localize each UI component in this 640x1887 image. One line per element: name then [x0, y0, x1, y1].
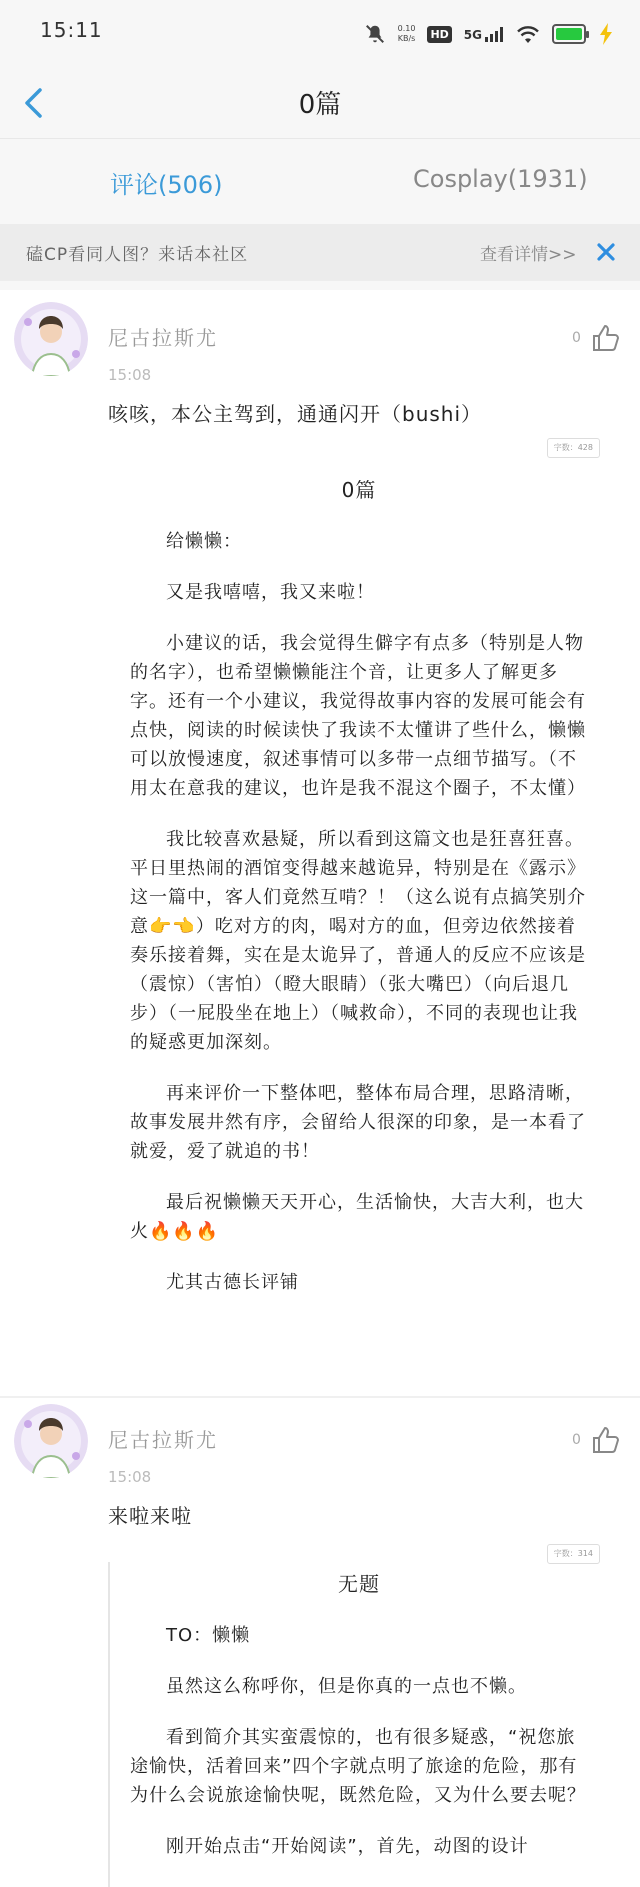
- comment-author[interactable]: 尼古拉斯尤: [108, 1428, 218, 1452]
- essay-paragraph: 虽然这么称呼你，但是你真的一点也不懒。: [166, 1676, 527, 1697]
- status-icons: [364, 20, 614, 48]
- essay-paragraph: TO：懒懒: [166, 1625, 251, 1646]
- signal-group: [464, 26, 504, 42]
- page-title: 0篇: [298, 90, 342, 120]
- comment-text: 来啦来啦: [108, 1504, 192, 1528]
- tab-cosplay[interactable]: Cosplay(1931): [413, 165, 588, 193]
- thumbs-up-icon[interactable]: [590, 322, 622, 354]
- notice-detail-link[interactable]: 查看详情>>: [480, 245, 577, 265]
- tab-bar: [0, 138, 640, 224]
- hd-badge: HD: [427, 26, 451, 43]
- essay-body: [130, 1570, 588, 1883]
- word-count-badge: 字数：428: [547, 438, 600, 458]
- essay-body: [130, 476, 588, 1319]
- section-divider: [0, 1396, 640, 1398]
- avatar-image: [14, 302, 88, 376]
- quote-bar: [108, 1562, 110, 1887]
- essay-title: 0篇: [341, 478, 377, 502]
- notice-text: 磕CP看同人图？来话本社区: [26, 245, 249, 265]
- essay-paragraph: 刚开始点击“开始阅读”，首先，动图的设计: [166, 1836, 529, 1857]
- status-time: 15:11: [40, 18, 103, 42]
- battery-fill: [556, 28, 582, 40]
- comment-time: 15:08: [108, 366, 152, 384]
- avatar[interactable]: [14, 1404, 88, 1478]
- word-count-badge: 字数：314: [547, 1544, 600, 1564]
- comment-item: [0, 300, 640, 1380]
- mute-icon: [364, 23, 386, 45]
- signal-icon: [484, 26, 504, 42]
- essay-paragraph: 给懒懒：: [166, 531, 242, 552]
- notice-banner: [0, 224, 640, 280]
- essay-paragraph: 最后祝懒懒天天开心，生活愉快，大吉大利，也大火🔥🔥🔥: [130, 1192, 584, 1242]
- essay-paragraph: 我比较喜欢悬疑，所以看到这篇文也是狂喜狂喜。平日里热闹的酒馆变得越来越诡异，特别是在《露示》这一篇中，客人们竟然互啃？！（这么说有点搞笑别介意👉👈）吃对方的肉，喝对方的血，但旁边依然接着奏乐接着舞，实在是太诡异了，普通人的反应不应该是（震惊）（害怕）（瞪大眼睛）（张大嘴巴）（向后退几步）（一屁股坐在地上）（喊救命），不同的表现也让我的疑惑更加深刻。: [130, 829, 586, 1053]
- wifi-icon: [516, 24, 540, 44]
- like-count: 0: [572, 330, 581, 346]
- net-speed-unit: KB/s: [397, 34, 416, 43]
- essay-paragraph: 再来评价一下整体吧，整体布局合理，思路清晰，故事发展井然有序，会留给人很深的印象，是一本看了就爱，爱了就追的书！: [130, 1083, 586, 1162]
- comment-author[interactable]: 尼古拉斯尤: [108, 326, 218, 350]
- tab-comments[interactable]: 评论(506): [110, 171, 223, 199]
- thumbs-up-icon[interactable]: [590, 1424, 622, 1456]
- like-count: 0: [572, 1432, 581, 1448]
- avatar-image: [14, 1404, 88, 1478]
- essay-paragraph: 尤其古德长评铺: [166, 1272, 299, 1293]
- network-type: 5G: [463, 28, 482, 42]
- charging-icon: [598, 23, 614, 45]
- comment-text: 咳咳，本公主驾到，通通闪开（bushi）: [108, 402, 483, 426]
- avatar[interactable]: [14, 302, 88, 376]
- net-speed-value: 0.10: [397, 24, 416, 33]
- close-icon[interactable]: [594, 240, 618, 264]
- section-divider: [0, 280, 640, 290]
- essay-paragraph: 又是我嘻嘻，我又来啦！: [166, 582, 375, 603]
- comment-time: 15:08: [108, 1468, 152, 1486]
- nav-bar: [0, 66, 640, 138]
- status-bar: [0, 0, 640, 66]
- essay-paragraph: 看到简介其实蛮震惊的，也有很多疑惑，“祝您旅途愉快，活着回来”四个字就点明了旅途的危险，那有为什么会说旅途愉快呢，既然危险，又为什么要去呢？: [130, 1727, 586, 1806]
- battery-icon: [552, 24, 586, 44]
- essay-title: 无题: [338, 1572, 380, 1596]
- net-speed: [398, 24, 416, 44]
- comment-item: [0, 1402, 640, 1887]
- essay-paragraph: 小建议的话，我会觉得生僻字有点多（特别是人物的名字），也希望懒懒能注个音，让更多人了解更多字。还有一个小建议，我觉得故事内容的发展可能会有点快，阅读的时候读快了我读不太懂讲了些什么，懒懒可以放慢速度，叙述事情可以多带一点细节描写。（不用太在意我的建议，也许是我不混这个圈子，不太懂）: [130, 633, 586, 799]
